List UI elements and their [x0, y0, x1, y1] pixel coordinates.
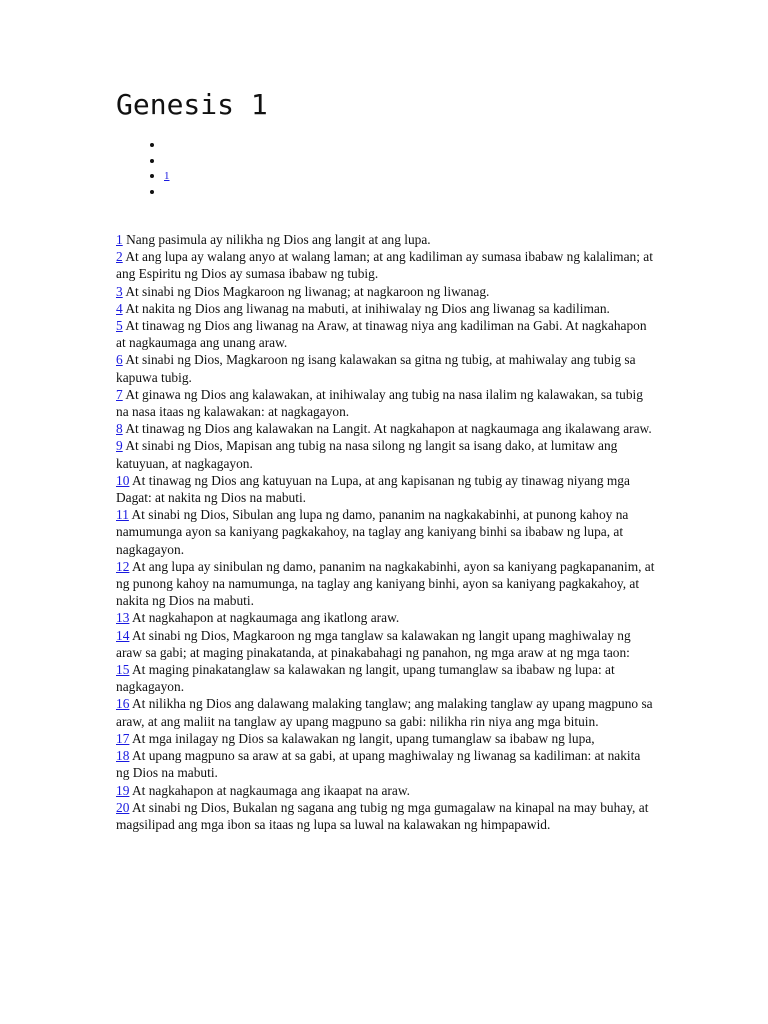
verse	[116, 558, 656, 610]
nav-list-item	[164, 137, 184, 153]
verse-number-link[interactable]: 19	[116, 782, 130, 798]
verse-number-link[interactable]: 20	[116, 799, 130, 815]
verse-text: At ang lupa ay walang anyo at walang laman; at ang kadiliman ay sumasa ibabaw ng kalaliman; at ang Espiritu ng Dios ay sumasa ibabaw ng tubig.	[116, 249, 653, 282]
verse-number-link[interactable]: 15	[116, 662, 130, 678]
verse	[116, 695, 656, 729]
verse-text: At sinabi ng Dios, Sibulan ang lupa ng damo, pananim na nagkakabinhi, at punong kahoy na namumunga ayon sa kaniyang pagkakahoy, na taglay ang kaniyang binhi sa ibabaw ng lupa, at nagkagayon.	[116, 507, 629, 557]
verse	[116, 609, 656, 626]
verse-text: At sinabi ng Dios, Magkaroon ng isang kalawakan sa gitna ng tubig, at mahiwalay ang tubig sa kapuwa tubig.	[116, 352, 636, 385]
verse-text: At mga inilagay ng Dios sa kalawakan ng langit, upang tumanglaw sa ibabaw ng lupa,	[132, 730, 595, 746]
nav-list-item	[164, 153, 184, 169]
verse-text: At maging pinakatanglaw sa kalawakan ng langit, upang tumanglaw sa ibabaw ng lupa: at nagkagayon.	[116, 662, 615, 695]
verse	[116, 730, 656, 747]
verse-number-link[interactable]: 18	[116, 748, 130, 764]
verse	[116, 317, 656, 351]
verse-number-link[interactable]: 12	[116, 558, 130, 574]
verse-text: At ang lupa ay sinibulan ng damo, pananim na nagkakabinhi, ayon sa kaniyang pagkapananim, at ng punong kahoy na namumunga, na taglay ang kaniyang binhi, ayon sa kaniyang pagkakahoy, at nakita ng Dios na mabuti.	[116, 558, 655, 609]
verse	[116, 627, 656, 661]
verse-text: At tinawag ng Dios ang kalawakan na Langit. At nagkahapon at nagkaumaga ang ikalawang araw.	[125, 421, 652, 437]
verse-number-link[interactable]: 13	[116, 610, 130, 626]
verse-text: At nakita ng Dios ang liwanag na mabuti, at inihiwalay ng Dios ang liwanag sa kadiliman.	[125, 300, 610, 316]
verse-text: At nagkahapon at nagkaumaga ang ikatlong araw.	[132, 610, 400, 626]
verse-number-link[interactable]: 3	[116, 283, 123, 299]
verse-text: At nagkahapon at nagkaumaga ang ikaapat na araw.	[132, 782, 410, 798]
verse-text: At sinabi ng Dios, Mapisan ang tubig na nasa silong ng langit sa isang dako, at lumitaw ang katuyuan, at nagkagayon.	[116, 438, 618, 471]
verse	[116, 283, 656, 300]
chapter-nav-list	[116, 137, 184, 199]
verse	[116, 248, 656, 282]
verse	[116, 437, 656, 471]
verse-number-link[interactable]: 17	[116, 730, 130, 746]
verse-number-link[interactable]: 2	[116, 249, 123, 265]
verse-text: At ginawa ng Dios ang kalawakan, at inihiwalay ang tubig na nasa ilalim ng kalawakan, sa tubig na nasa itaas ng kalawakan: at nagkagayon.	[116, 386, 643, 420]
verse-text: At sinabi ng Dios Magkaroon ng liwanag; at nagkaroon ng liwanag.	[125, 283, 490, 299]
verse-text: At nilikha ng Dios ang dalawang malaking tanglaw; ang malaking tanglaw ay upang magpuno sa araw, at ang maliit na tanglaw ay upang magpuno sa gabi: nilikha rin niya ang mga bituin.	[116, 696, 653, 729]
page-title: Genesis 1	[116, 88, 268, 121]
verse-number-link[interactable]: 11	[116, 507, 129, 523]
verse-list	[116, 231, 656, 833]
verse	[116, 472, 656, 506]
verse-number-link[interactable]: 7	[116, 386, 123, 402]
verse-number-link[interactable]: 14	[116, 627, 130, 643]
verse-number-link[interactable]: 5	[116, 318, 123, 334]
verse-number-link[interactable]: 1	[116, 232, 123, 247]
verse-text: At tinawag ng Dios ang katuyuan na Lupa, at ang kapisanan ng tubig ay tinawag niyang mga Dagat: at nakita ng Dios na mabuti.	[116, 472, 630, 506]
verse	[116, 351, 656, 385]
verse-number-link[interactable]: 4	[116, 300, 123, 316]
nav-list-item	[164, 184, 184, 200]
verse	[116, 747, 656, 781]
verse	[116, 782, 656, 799]
verse	[116, 506, 656, 558]
verse-text: At sinabi ng Dios, Bukalan ng sagana ang tubig ng mga gumagalaw na kinapal na may buhay, at magsilipad ang mga ibon sa itaas ng lupa sa luwal na kalawakan ng himpapawid.	[116, 799, 649, 832]
verse-text: At sinabi ng Dios, Magkaroon ng mga tanglaw sa kalawakan ng langit upang maghiwalay ng araw sa gabi; at maging pinakatanda, at pinakabahagi ng panahon, ng mga araw at ng mga taon:	[116, 627, 631, 660]
verse-number-link[interactable]: 16	[116, 696, 130, 712]
verse-text: At upang magpuno sa araw at sa gabi, at upang maghiwalay ng liwanag sa kadiliman: at nakita ng Dios na mabuti.	[116, 748, 641, 781]
verse-text: Nang pasimula ay nilikha ng Dios ang langit at ang lupa.	[126, 232, 431, 247]
verse	[116, 661, 656, 695]
verse	[116, 386, 656, 420]
verse-number-link[interactable]: 6	[116, 352, 123, 368]
verse	[116, 799, 656, 833]
verse-text: At tinawag ng Dios ang liwanag na Araw, at tinawag niya ang kadiliman na Gabi. At nagkahapon at nagkaumaga ang unang araw.	[116, 318, 647, 351]
chapter-link[interactable]: 1	[164, 170, 170, 182]
verse-number-link[interactable]: 10	[116, 472, 130, 488]
verse	[116, 300, 656, 317]
verse	[116, 420, 656, 437]
verse-number-link[interactable]: 8	[116, 421, 123, 437]
verse-number-link[interactable]: 9	[116, 438, 123, 454]
nav-list-item	[164, 168, 184, 184]
verse	[116, 231, 656, 248]
